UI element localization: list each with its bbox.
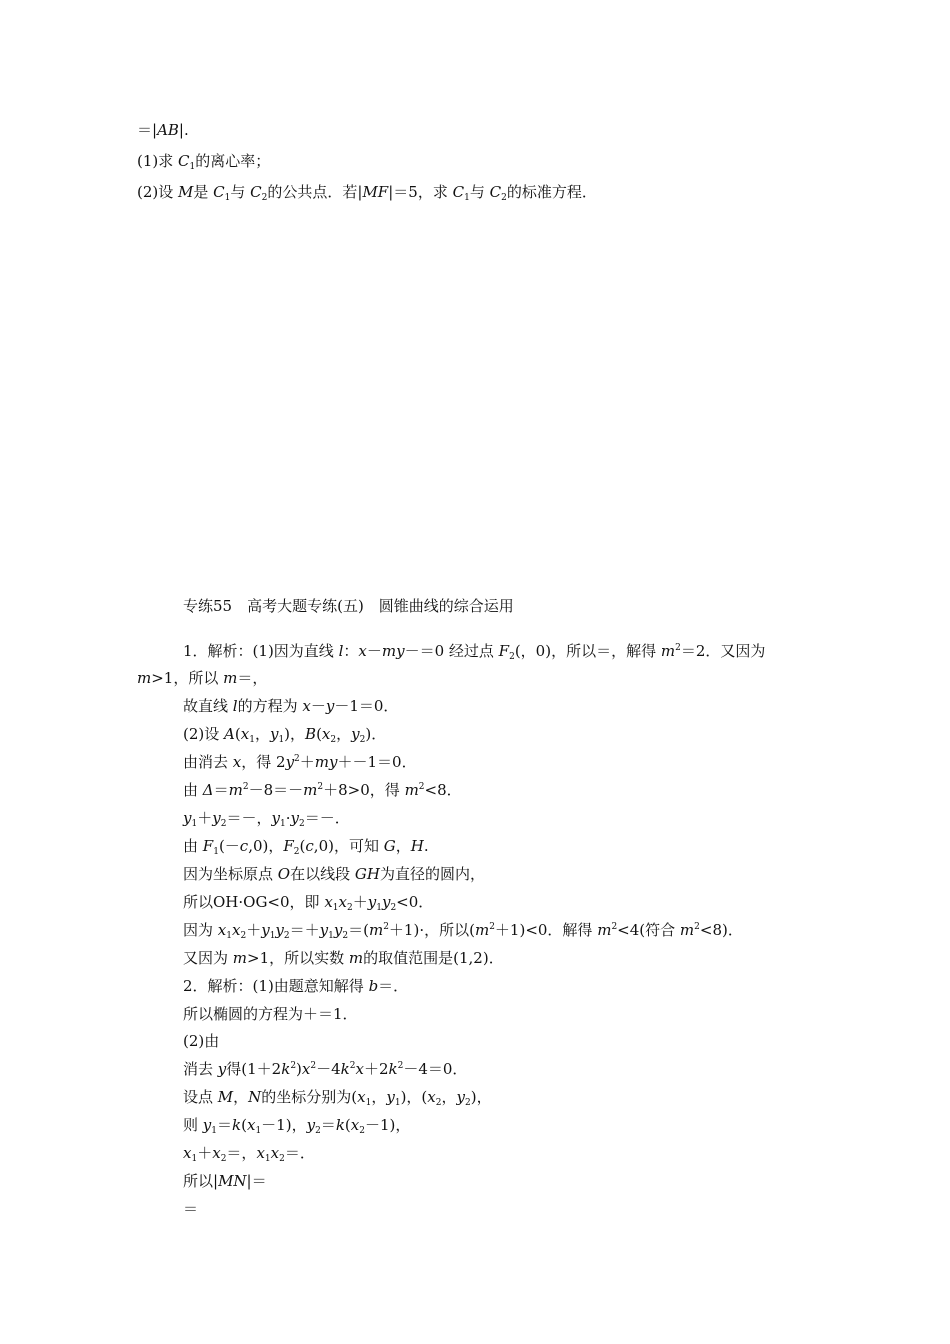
sol-line-18: 则 $y_1=k(x_1-1)$，$y_2=k(x_2-1)$， bbox=[183, 1116, 411, 1136]
sol-line-2: m>1，所以 m＝， bbox=[137, 669, 268, 687]
sol-line-10: 所以OH·OG<0，即 $x_1x_2+y_1y_2<0$． bbox=[183, 893, 434, 913]
top-line-3: (2)设 M是 $C_1$与 $C_2$的公共点．若|MF|＝5，求 $C_1$与 $C_2$的标准方程． bbox=[137, 183, 597, 203]
sol-line-19: $x_1+x_2=$，$x_1x_2=$． bbox=[183, 1144, 315, 1164]
sol-line-5: 由消去 x，得 $2y^2+my+-1=0$． bbox=[183, 753, 417, 771]
sol-line-8: 由 $F_1(-c,0)$，$F_2(c,0)$，可知 G，H. bbox=[183, 837, 429, 857]
sol-line-14: 所以椭圆的方程为＋＝1． bbox=[183, 1005, 358, 1023]
sol-line-1: 1．解析：(1)因为直线 l：x－my－＝0 经过点 $F_2$(，0)，所以＝，解得 $m^2=2$．又因为 bbox=[183, 642, 766, 662]
sol-line-12: 又因为 m>1，所以实数 m的取值范围是(1,2)． bbox=[183, 949, 504, 967]
sol-line-20: 所以|MN|＝ bbox=[183, 1172, 267, 1190]
sol-line-7: $y_1+y_2=-$，$y_1\cdot y_2=-$． bbox=[183, 809, 350, 829]
sol-line-9: 因为坐标原点 O在以线段 GH为直径的圆内， bbox=[183, 865, 485, 883]
sol-line-6: 由 $\Delta=m^2-8=-m^2+8>0$，得 $m^2<8$． bbox=[183, 781, 462, 799]
sol-line-16: 消去 y得$(1+2k^2)x^2-4k^2x+2k^2-4=0$． bbox=[183, 1060, 468, 1078]
sol-line-17: 设点 M，N的坐标分别为($x_1$，$y_1$)，($x_2$，$y_2$)， bbox=[183, 1088, 492, 1108]
sol-line-15: (2)由 bbox=[183, 1032, 220, 1050]
top-line-1: ＝|AB|. bbox=[137, 121, 189, 139]
section-title: 专练55 高考大题专练(五) 圆锥曲线的综合运用 bbox=[183, 597, 514, 615]
sol-line-11: 因为 $x_1x_2+y_1y_2=+y_1y_2=(m^2+1)\cdot$，所以$(m^2+1)<0$．解得 $m^2<4$(符合 $m^2<8$)． bbox=[183, 921, 743, 941]
sol-line-21: ＝ bbox=[183, 1200, 199, 1218]
top-line-2: (1)求 $C_1$的离心率； bbox=[137, 152, 271, 172]
sol-line-4: (2)设 $A(x_1$，$y_1$)，$B(x_2$，$y_2$)． bbox=[183, 725, 387, 745]
sol-line-13: 2．解析：(1)由题意知解得 b＝． bbox=[183, 977, 409, 995]
sol-line-3: 故直线 l的方程为 x－y－1＝0． bbox=[183, 697, 399, 715]
